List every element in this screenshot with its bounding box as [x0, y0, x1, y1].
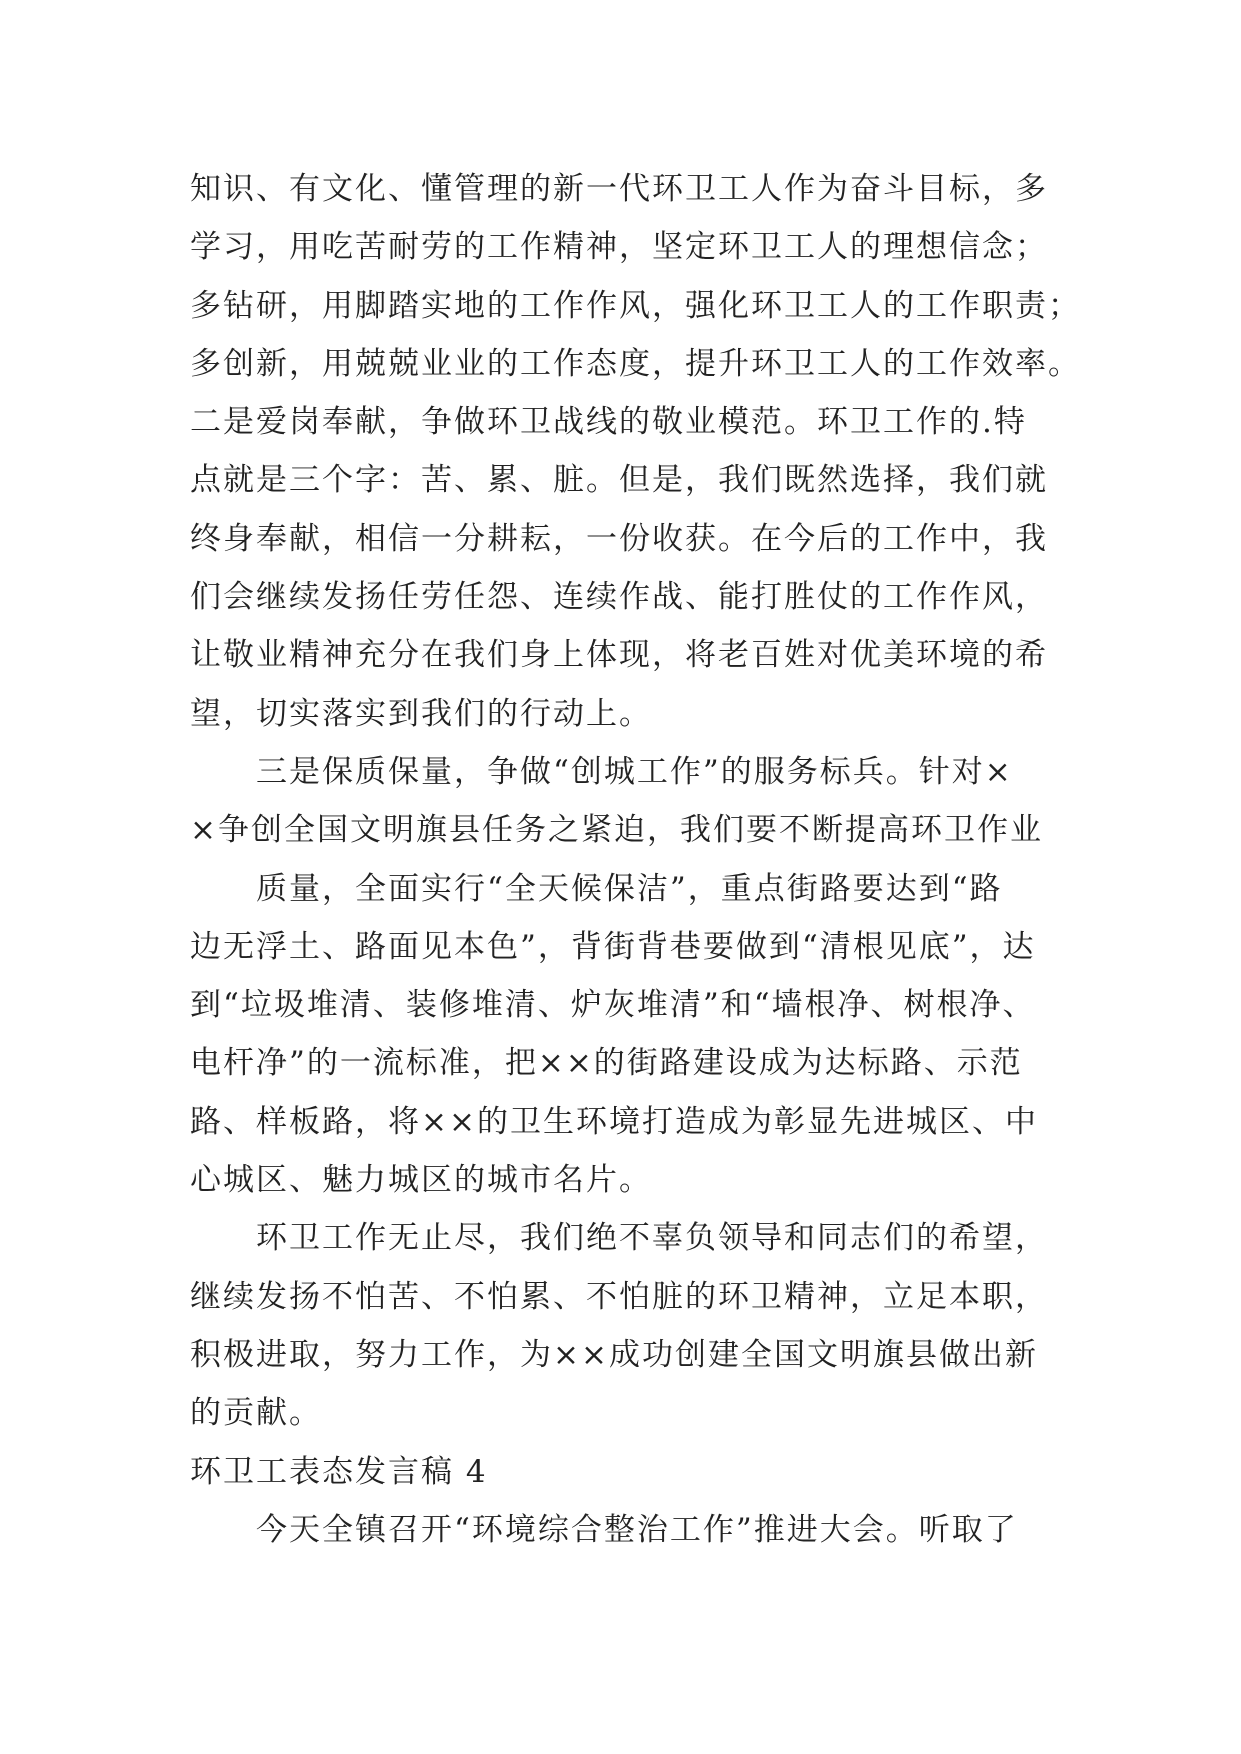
text-line: 到“垃圾堆清、装修堆清、炉灰堆清”和“墙根净、树根净、	[190, 987, 1036, 1024]
text-line: 让敬业精神充分在我们身上体现，将老百姓对优美环境的希	[190, 637, 1048, 674]
text-line: 知识、有文化、懂管理的新一代环卫工人作为奋斗目标，多	[190, 171, 1048, 207]
document-body	[190, 160, 1081, 1559]
text-line: 望，切实落实到我们的行动上。	[190, 695, 652, 732]
text-line: 多创新，用兢兢业业的工作态度，提升环卫工人的工作效率。	[190, 345, 1081, 382]
text-line: 二是爱岗奉献，争做环卫战线的敬业模范。环卫工作的.特	[190, 404, 1027, 441]
text-line: 质量，全面实行“全天候保洁”，重点街路要达到“路	[256, 870, 1003, 907]
text-line: 点就是三个字：苦、累、脏。但是，我们既然选择，我们就	[190, 462, 1048, 499]
text-line: 们会继续发扬任劳任怨、连续作战、能打胜仗的工作作风，	[190, 579, 1048, 616]
text-line: 的贡献。	[190, 1395, 322, 1432]
text-line: 学习，用吃苦耐劳的工作精神，坚定环卫工人的理想信念；	[190, 229, 1048, 266]
text-line: 路、样板路，将××的卫生环境打造成为彰显先进城区、中	[190, 1103, 1038, 1140]
text-line: 环卫工作无止尽，我们绝不辜负领导和同志们的希望，	[256, 1220, 1048, 1257]
text-line: 多钻研，用脚踏实地的工作作风，强化环卫工人的工作职责；	[190, 287, 1081, 324]
text-line: 电杆净”的一流标准，把××的街路建设成为达标路、示范	[190, 1045, 1023, 1082]
text-line: 终身奉献，相信一分耕耘，一份收获。在今后的工作中，我	[190, 520, 1048, 557]
text-line: 今天全镇召开“环境综合整治工作”推进大会。听取了	[256, 1511, 1018, 1548]
text-line: ×争创全国文明旗县任务之紧迫，我们要不断提高环卫作业	[190, 812, 1043, 849]
text-line: 积极进取，努力工作，为××成功创建全国文明旗县做出新	[190, 1336, 1038, 1373]
text-line: 继续发扬不怕苦、不怕累、不怕脏的环卫精神，立足本职，	[190, 1278, 1048, 1315]
text-line: 三是保质保量，争做“创城工作”的服务标兵。针对×	[256, 753, 1013, 790]
section-heading: 环卫工表态发言稿 4	[190, 1453, 488, 1490]
text-line: 心城区、魅力城区的城市名片。	[190, 1162, 652, 1199]
text-line: 边无浮土、路面见本色”，背街背巷要做到“清根见底”，达	[190, 928, 1036, 965]
